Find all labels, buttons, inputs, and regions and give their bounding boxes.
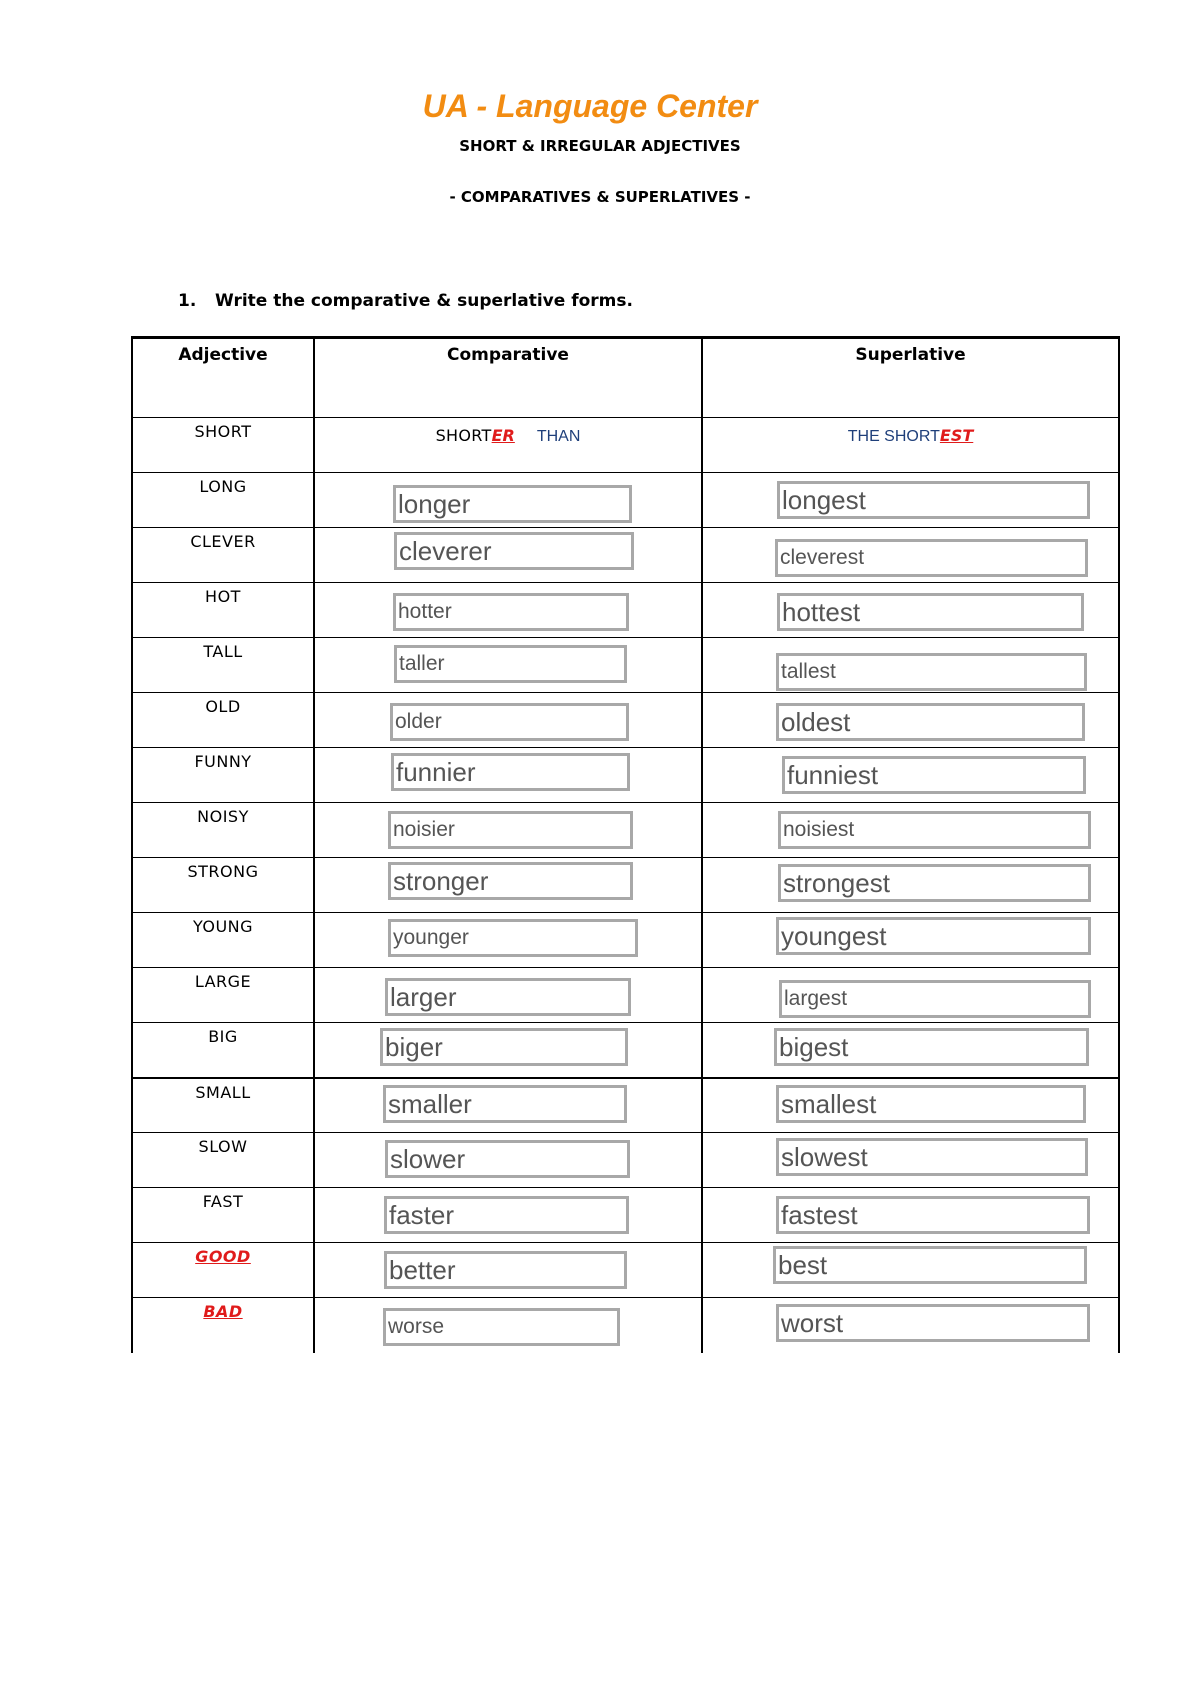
table-row [132,748,1119,803]
superlative-cell [702,583,1119,638]
comparative-answer-field[interactable]: taller [394,645,627,683]
superlative-answer-field[interactable]: funniest [782,756,1086,794]
comparative-answer-field[interactable]: slower [385,1140,630,1178]
header-superlative: Superlative [702,338,1119,418]
adjective-label: BAD [203,1302,243,1321]
adjective-label: SLOW [198,1137,248,1156]
comparative-answer-field[interactable]: smaller [383,1085,627,1123]
header-adjective: Adjective [132,338,314,418]
example-comparative-suffix: ER [491,426,515,445]
comparative-answer-field[interactable]: faster [384,1196,629,1234]
adjective-label: FAST [202,1192,244,1211]
superlative-answer-field[interactable]: longest [777,481,1090,519]
comparative-cell [314,1133,702,1188]
adjective-label: LONG [199,477,247,496]
instruction [178,290,633,312]
comparative-cell [314,1078,702,1133]
comparative-cell [314,473,702,528]
adjective-label: NOISY [197,807,249,826]
table-row [132,583,1119,638]
adjective-cell [132,638,314,693]
comparative-answer-field[interactable]: funnier [391,753,630,791]
superlative-cell [702,528,1119,583]
comparative-cell [314,748,702,803]
table-row [132,638,1119,693]
comparative-cell [314,803,702,858]
adjective-label: HOT [205,587,241,606]
adjective-cell [132,968,314,1023]
superlative-cell [702,1188,1119,1243]
table-row [132,803,1119,858]
comparative-cell [314,858,702,913]
comparative-answer-field[interactable]: worse [383,1308,620,1346]
comparative-cell [314,1023,702,1078]
adjective-label: OLD [205,697,241,716]
comparative-answer-field[interactable]: younger [388,919,638,957]
adjective-cell [132,858,314,913]
adjectives-table [131,336,1120,1353]
comparative-answer-field[interactable]: better [384,1251,627,1289]
table-row [132,1133,1119,1188]
comparative-answer-field[interactable]: stronger [388,862,633,900]
instruction-text: Write the comparative & superlative forms. [215,291,633,311]
adjective-cell [132,1243,314,1298]
superlative-answer-field[interactable]: oldest [776,703,1085,741]
comparative-cell [314,968,702,1023]
adjective-label: SMALL [195,1082,251,1102]
superlative-cell [702,968,1119,1023]
superlative-answer-field[interactable]: tallest [776,653,1087,691]
adjective-cell [132,583,314,638]
page-subtitle: SHORT & IRREGULAR ADJECTIVES [459,137,741,155]
superlative-answer-field[interactable]: noisiest [778,811,1091,849]
superlative-cell [702,1133,1119,1188]
adjective-cell [132,748,314,803]
comparative-cell [314,583,702,638]
adjective-label: TALL [203,642,243,661]
superlative-answer-field[interactable]: largest [779,980,1091,1018]
adjective-cell [132,1023,314,1078]
example-superlative [702,418,1119,473]
table-row [132,968,1119,1023]
adjective-cell [132,528,314,583]
comparative-answer-field[interactable]: longer [393,485,632,523]
table-row [132,473,1119,528]
superlative-answer-field[interactable]: hottest [777,593,1084,631]
table-row [132,858,1119,913]
example-comparative-base: SHORT [435,426,492,445]
superlative-cell [702,1023,1119,1078]
superlative-cell [702,1243,1119,1298]
comparative-answer-field[interactable]: biger [380,1028,628,1066]
example-superlative-the: THE SHORT [847,428,940,445]
adjective-cell [132,913,314,968]
table-row [132,1188,1119,1243]
comparative-cell [314,638,702,693]
header-comparative: Comparative [314,338,702,418]
superlative-answer-field[interactable]: cleverest [775,539,1088,577]
adjective-cell [132,1078,314,1133]
example-comparative [314,418,702,473]
adjective-cell [132,693,314,748]
comparative-answer-field[interactable]: hotter [393,593,629,631]
adjective-cell [132,803,314,858]
table-row [132,913,1119,968]
comparative-cell [314,1243,702,1298]
comparative-answer-field[interactable]: cleverer [394,532,634,570]
adjective-label: CLEVER [190,532,256,551]
superlative-answer-field[interactable]: best [773,1246,1087,1284]
comparative-answer-field[interactable]: noisier [388,811,633,849]
comparative-cell [314,1188,702,1243]
superlative-cell [702,1078,1119,1133]
adjective-label: BIG [208,1027,238,1046]
comparative-cell [314,1298,702,1353]
superlative-answer-field[interactable]: slowest [776,1138,1088,1176]
comparative-cell [314,528,702,583]
superlative-answer-field[interactable]: worst [776,1304,1090,1342]
page-title: UA - Language Center [422,88,758,124]
superlative-cell [702,913,1119,968]
example-adjective: SHORT [132,418,314,473]
page-subtitle-2: - COMPARATIVES & SUPERLATIVES - [449,188,751,206]
adjective-cell [132,1298,314,1353]
superlative-cell [702,1298,1119,1353]
superlative-cell [702,693,1119,748]
example-superlative-suffix: EST [939,426,974,445]
adjective-label: FUNNY [194,752,252,771]
comparative-answer-field[interactable]: larger [385,978,631,1016]
superlative-cell [702,858,1119,913]
superlative-cell [702,473,1119,528]
superlative-answer-field[interactable]: smallest [776,1085,1086,1123]
superlative-answer-field[interactable]: youngest [776,917,1091,955]
comparative-cell [314,693,702,748]
comparative-answer-field[interactable]: older [390,703,629,741]
table-row [132,1298,1119,1353]
example-row [132,418,1119,473]
superlative-answer-field[interactable]: fastest [776,1196,1090,1234]
superlative-cell [702,803,1119,858]
adjective-cell [132,473,314,528]
table-row [132,693,1119,748]
table-header-row [132,338,1119,418]
table-row [132,528,1119,583]
superlative-answer-field[interactable]: strongest [778,864,1091,902]
table-row [132,1023,1119,1078]
superlative-answer-field[interactable]: bigest [774,1028,1089,1066]
example-comparative-than: THAN [536,428,581,445]
table-row [132,1078,1119,1133]
instruction-number: 1. [178,291,197,311]
adjective-label: GOOD [195,1247,251,1266]
adjective-cell [132,1188,314,1243]
adjective-label: STRONG [187,862,259,881]
superlative-cell [702,638,1119,693]
adjective-label: YOUNG [192,917,254,936]
superlative-cell [702,748,1119,803]
comparative-cell [314,913,702,968]
adjective-cell [132,1133,314,1188]
table-row [132,1243,1119,1298]
adjective-label: LARGE [194,972,252,991]
